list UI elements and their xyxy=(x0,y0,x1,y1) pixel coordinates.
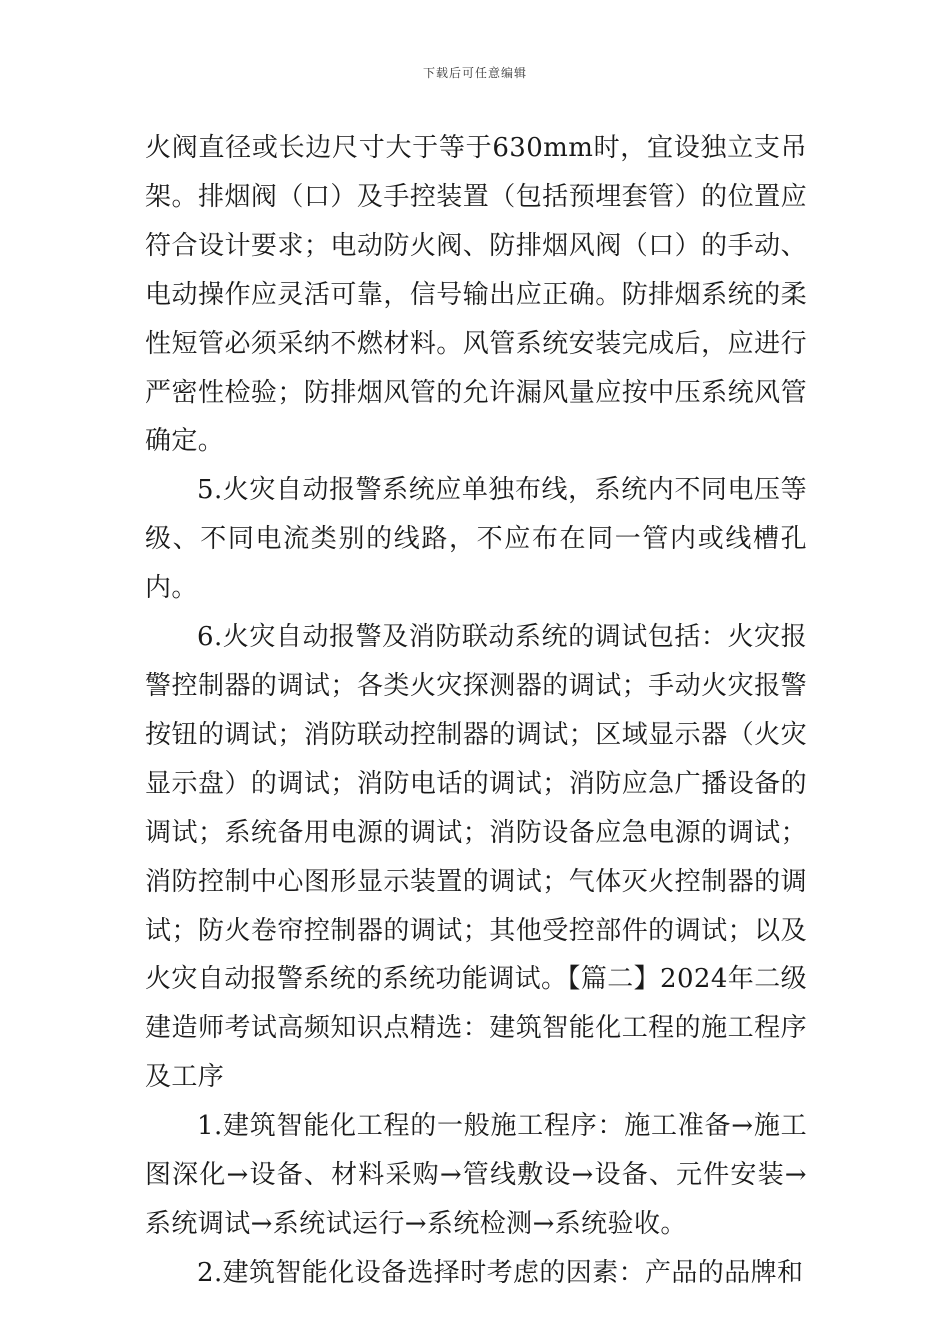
page-header: 下载后可任意编辑 xyxy=(422,66,527,80)
document-body xyxy=(145,124,807,1298)
paragraph-item-6: 6.火灾自动报警及消防联动系统的调试包括：火灾报警控制器的调试；各类火灾探测器的调试；手动火灾报警按钮的调试；消防联动控制器的调试；区域显示器（火灾显示盘）的调试；消防电话的调试；消防应急广播设备的调试；系统备用电源的调试；消防设备应急电源的调试；消防控制中心图形显示装置的调试；气体灭火控制器的调试；防火卷帘控制器的调试；其他受控部件的调试；以及火灾自动报警系统的系统功能调试。【篇二】2024年二级建造师考试高频知识点精选：建筑智能化工程的施工程序及工序 xyxy=(145,622,807,1093)
paragraph-continuation: 火阀直径或长边尺寸大于等于630mm时，宜设独立支吊架。排烟阀（口）及手控装置（包括预埋套管）的位置应符合设计要求；电动防火阀、防排烟风阀（口）的手动、电动操作应灵活可靠，信号输出应正确。防排烟系统的柔性短管必须采纳不燃材料。风管系统安装完成后，应进行严密性检验；防排烟风管的允许漏风量应按中压系统风管确定。 xyxy=(145,133,807,457)
paragraph-item-1: 1.建筑智能化工程的一般施工程序：施工准备→施工图深化→设备、材料采购→管线敷设→设备、元件安装→系统调试→系统试运行→系统检测→系统验收。 xyxy=(145,1111,807,1239)
paragraph-item-5: 5.火灾自动报警系统应单独布线，系统内不同电压等级、不同电流类别的线路，不应布在同一管内或线槽孔内。 xyxy=(145,475,807,604)
paragraph-item-2: 2.建筑智能化设备选择时考虑的因素：产品的品牌和 xyxy=(197,1257,804,1288)
